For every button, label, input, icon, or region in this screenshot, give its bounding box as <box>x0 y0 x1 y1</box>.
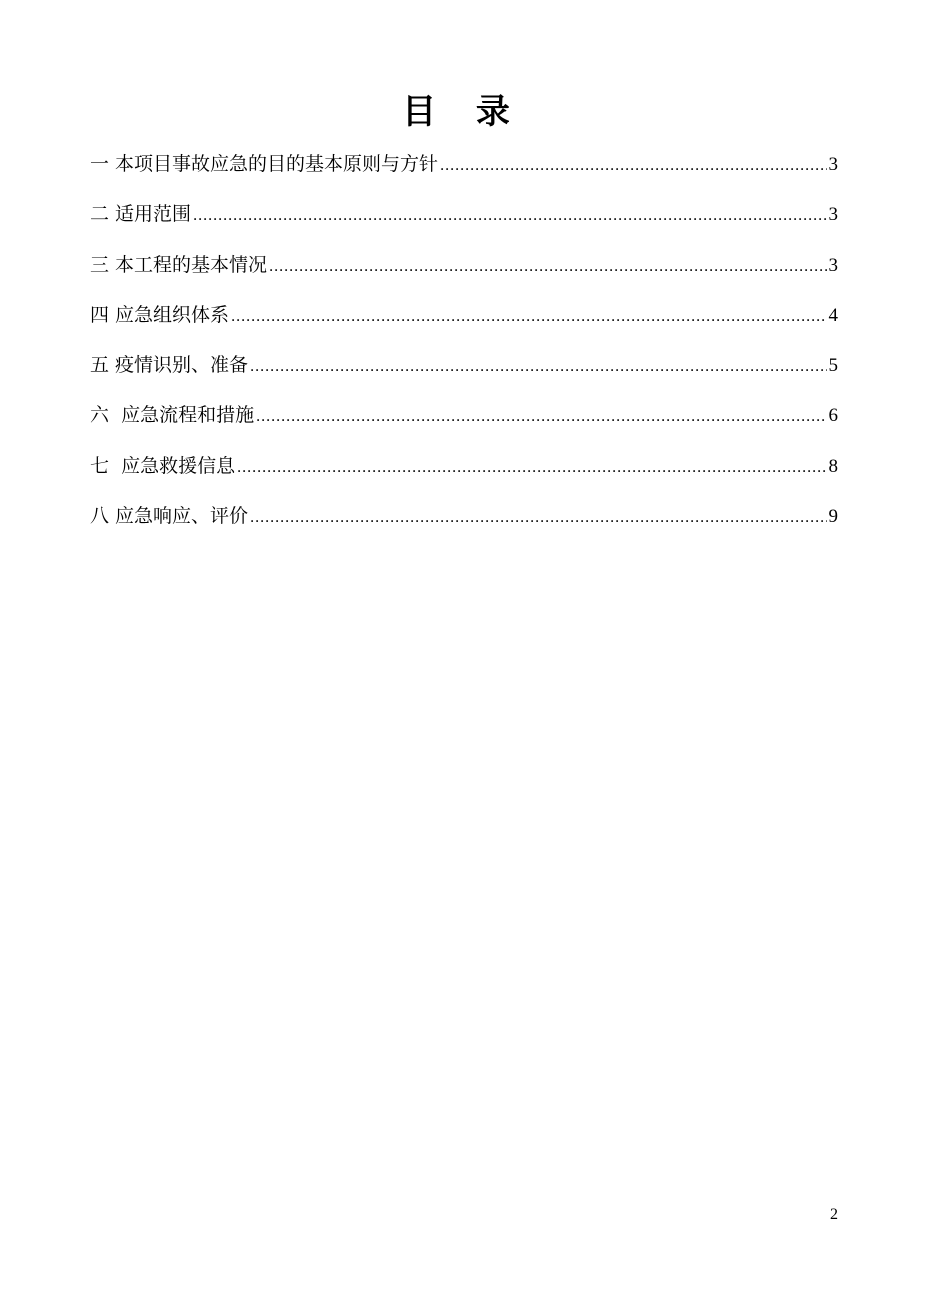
toc-leader-dots <box>250 349 826 385</box>
toc-entry-number: 四 <box>90 303 116 326</box>
toc-leader-dots <box>256 399 826 435</box>
toc-entry-title: 本工程的基本情况 <box>115 253 268 276</box>
toc-entry-number: 三 <box>90 253 116 276</box>
toc-entry-title: 本项目事故应急的目的基本原则与方针 <box>115 153 439 175</box>
toc-leader-dots <box>231 299 826 335</box>
toc-entry-page: 4 <box>828 304 838 326</box>
toc-entry[interactable] <box>90 247 838 297</box>
toc-entry-number: 七 <box>90 454 122 477</box>
toc-entry[interactable] <box>90 498 838 548</box>
toc-entry-title: 应急救援信息 <box>121 454 236 477</box>
toc-entry-page: 9 <box>828 506 838 528</box>
toc-entry-number: 二 <box>90 203 116 226</box>
toc-entry[interactable] <box>90 196 838 246</box>
toc-entry-page: 6 <box>828 405 838 427</box>
toc-entry-number: 六 <box>90 404 122 427</box>
toc-leader-dots <box>440 148 826 184</box>
toc-list <box>90 146 838 548</box>
toc-entry-page: 3 <box>828 254 838 276</box>
toc-entry-title: 应急响应、评价 <box>115 505 249 528</box>
toc-entry-title: 疫情识别、准备 <box>115 354 249 377</box>
toc-entry-number: 一 <box>90 153 116 175</box>
toc-leader-dots <box>237 450 826 486</box>
toc-entry-title: 应急组织体系 <box>115 303 230 326</box>
toc-entry-number: 八 <box>90 505 116 528</box>
toc-entry[interactable] <box>90 347 838 397</box>
toc-entry-page: 8 <box>828 455 838 477</box>
toc-entry-page: 5 <box>828 355 838 377</box>
toc-entry-number: 五 <box>90 354 116 377</box>
page-number: 2 <box>830 1206 838 1223</box>
toc-entry-title: 适用范围 <box>115 203 192 226</box>
toc-leader-dots <box>250 500 826 536</box>
toc-entry-page: 3 <box>828 204 838 226</box>
toc-entry-title: 应急流程和措施 <box>121 404 255 427</box>
toc-leader-dots <box>193 198 826 234</box>
toc-entry[interactable] <box>90 448 838 498</box>
toc-entry-page: 3 <box>828 154 838 175</box>
toc-entry[interactable] <box>90 397 838 447</box>
toc-entry[interactable] <box>90 297 838 347</box>
toc-leader-dots <box>269 249 826 285</box>
toc-title: 目 录 <box>402 92 524 132</box>
toc-entry[interactable] <box>90 146 838 196</box>
